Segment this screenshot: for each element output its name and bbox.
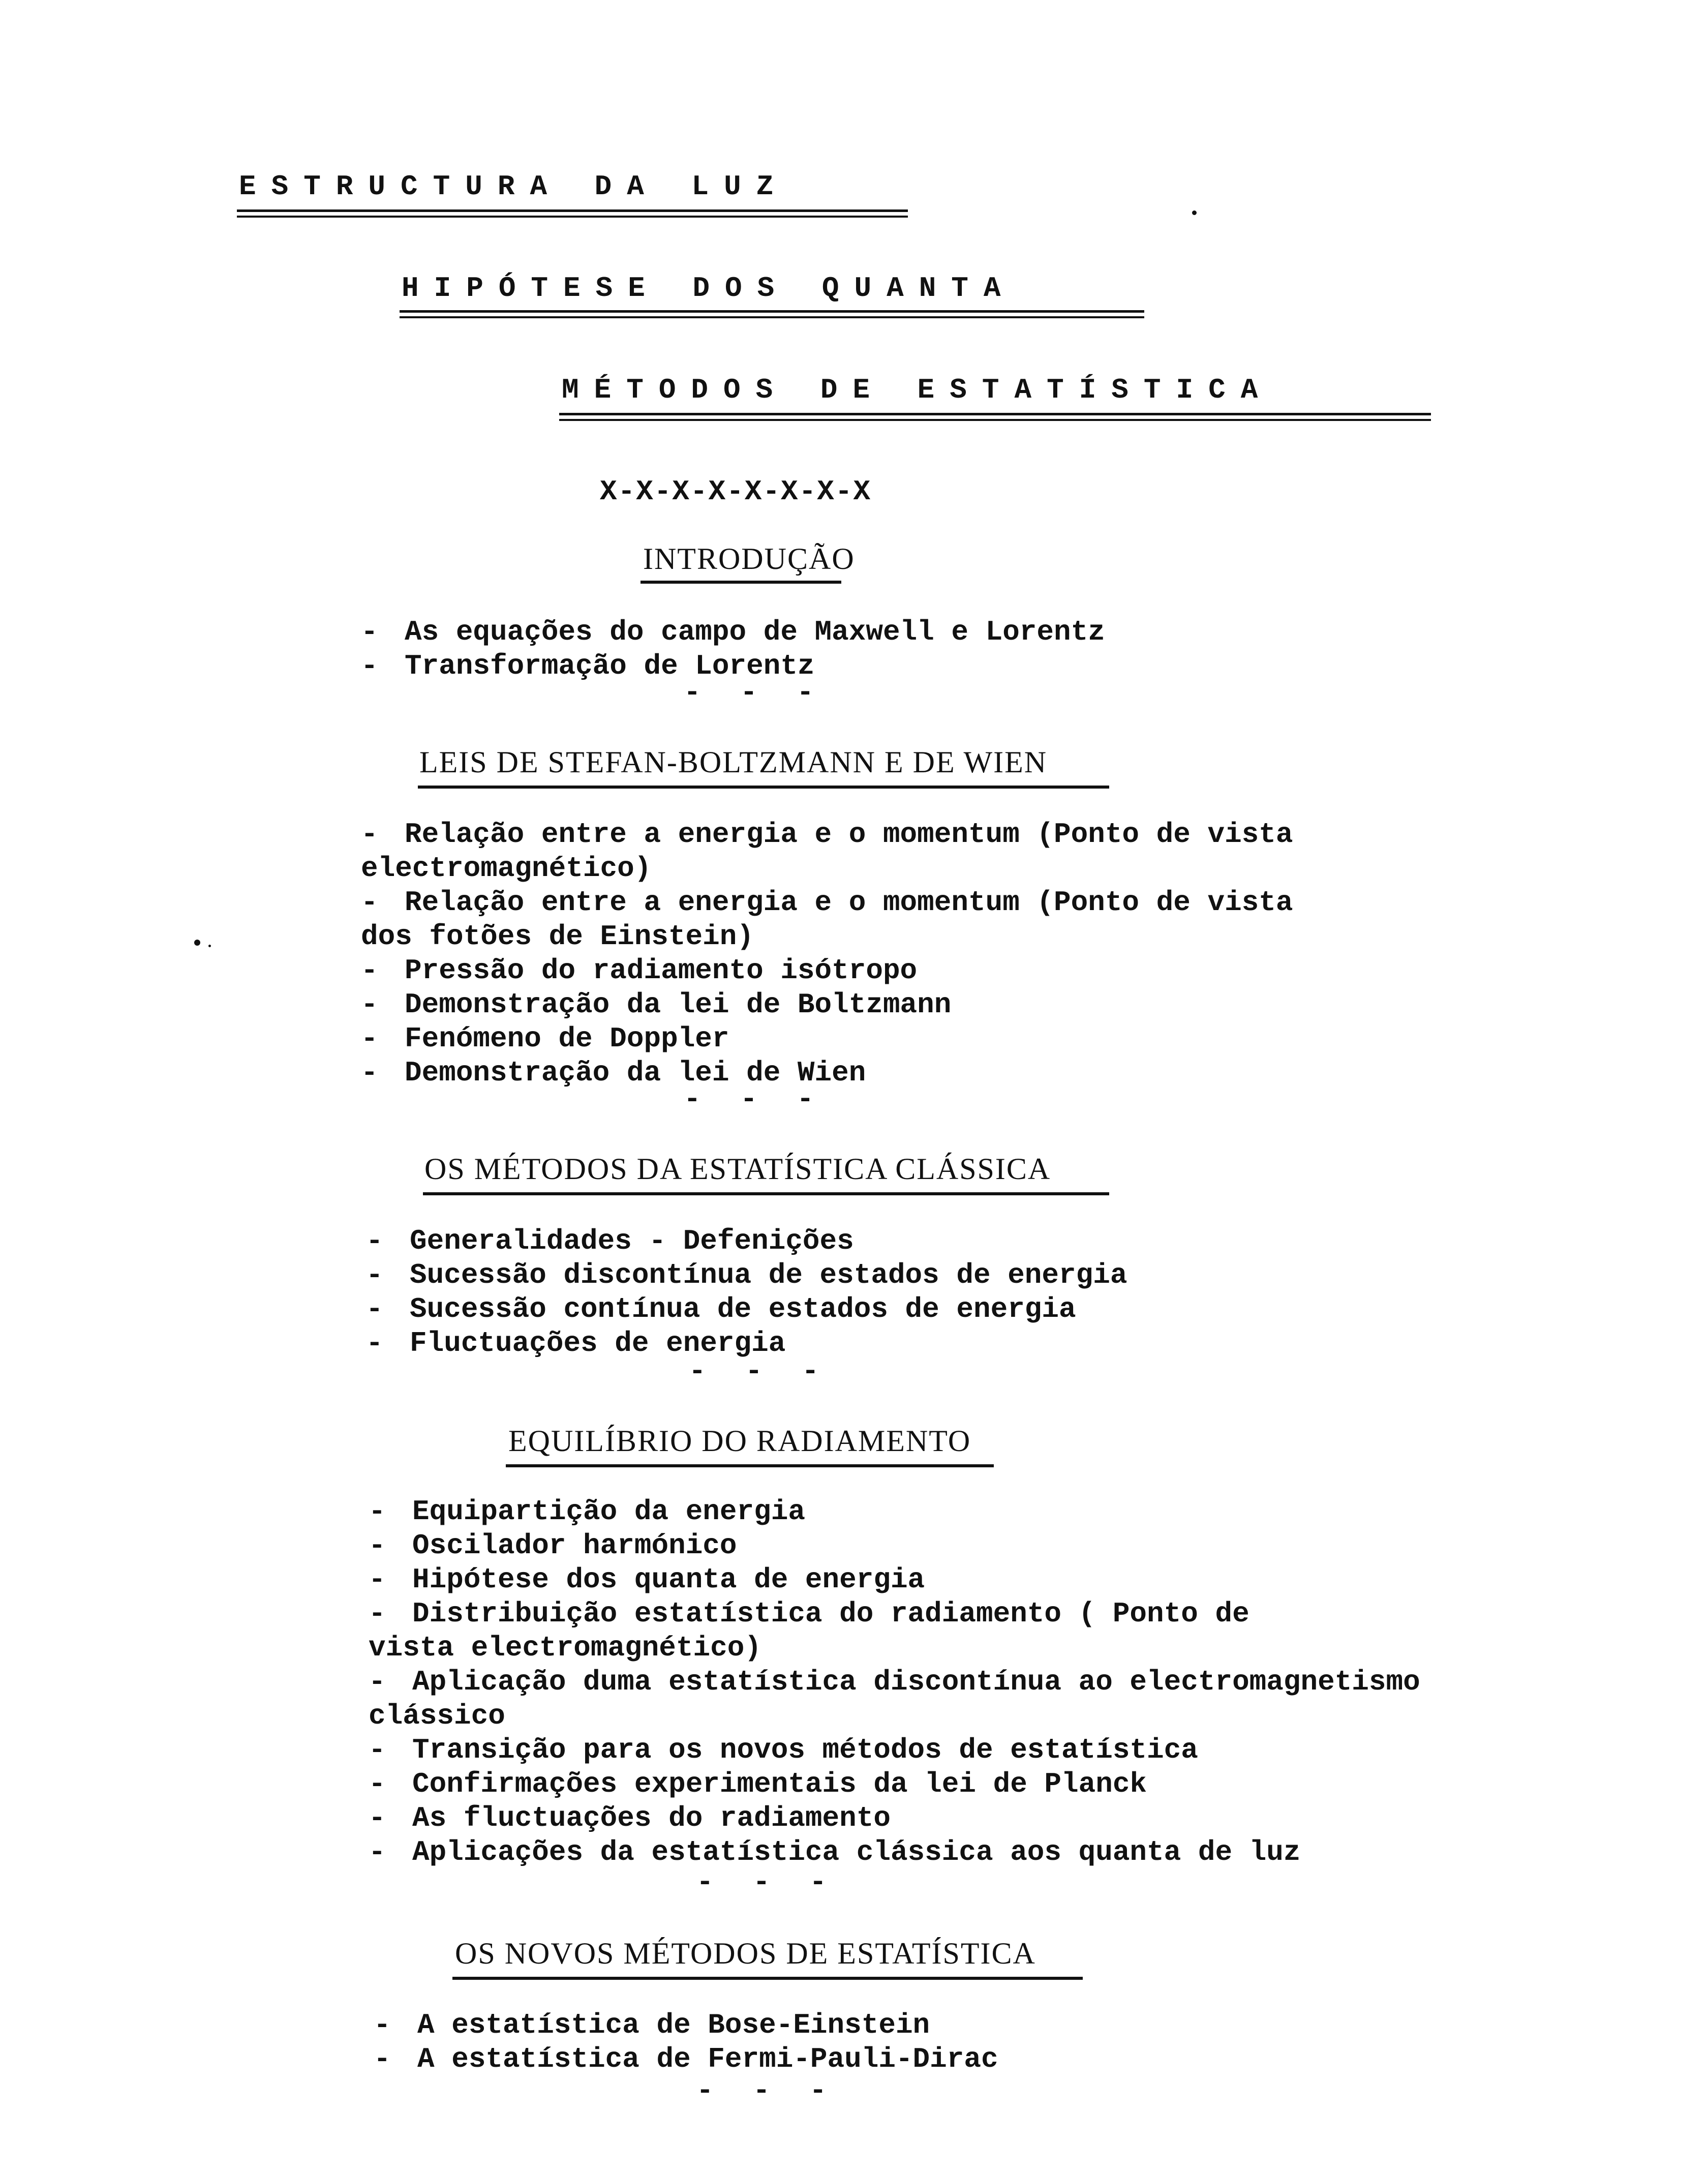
section-heading: INTRODUÇÃO [643,542,855,576]
list-item: - Hipótese dos quanta de energia [369,1563,925,1596]
section-heading: LEIS DE STEFAN-BOLTZMANN E DE WIEN [419,745,1048,779]
section-item-list [369,1495,1420,1869]
title-line-3-underline [559,413,1431,415]
list-item: - Fenómeno de Doppler [361,1022,729,1055]
list-item: - Generalidades - Defenições [366,1225,854,1257]
list-item: - Confirmações experimentais da lei de Planck [369,1768,1147,1800]
scan-speck [208,945,211,947]
ellipsis-divider: - - - [696,2074,838,2107]
list-item: - Pressão do radiamento isótropo [361,954,918,987]
ellipsis-divider: - - - [689,1355,831,1387]
section-item-list [361,818,1293,1090]
list-item: - Relação entre a energia e o momentum (Ponto de vista dos fotões de Einstein) [361,886,1293,953]
section-item-list [374,2008,998,2076]
list-item: - Fluctuações de energia [366,1327,786,1360]
list-item: - Demonstração da lei de Boltzmann [361,988,952,1021]
title-line-2: HIPÓTESE DOS QUANTA [402,272,1016,305]
section-heading-underline [423,1192,1109,1195]
list-item: - Sucessão contínua de estados de energia [366,1293,1076,1325]
section-heading: EQUILÍBRIO DO RADIAMENTO [508,1424,971,1458]
list-item: - Transformação de Lorentz [361,650,815,682]
separator-line: X-X-X-X-X-X-X-X [600,475,872,508]
list-item: - Sucessão discontínua de estados de energia [366,1259,1127,1291]
list-item: - As fluctuações do radiamento [369,1802,891,1834]
section-heading-underline [506,1464,994,1467]
list-item: - A estatística de Bose-Einstein [374,2009,930,2041]
section-heading-underline [452,1977,1083,1980]
list-item: - A estatística de Fermi-Pauli-Dirac [374,2043,998,2075]
section-heading: OS MÉTODOS DA ESTATÍSTICA CLÁSSICA [424,1152,1051,1186]
title-line-1: ESTRUCTURA DA LUZ [239,170,789,203]
list-item: - Oscilador harmónico [369,1529,737,1562]
list-item: - Relação entre a energia e o momentum (Ponto de vista electromagnético) [361,818,1293,885]
ellipsis-divider: - - - [684,676,826,709]
list-item: - Distribuição estatística do radiamento ( Ponto de vista electromagnético) [369,1597,1249,1664]
section-item-list [361,615,1105,683]
title-line-3-underline-2 [559,419,1431,421]
list-item: - Aplicação duma estatística discontínua ao electromagnetismo clássico [369,1666,1420,1732]
list-item: - Transição para os novos métodos de estatística [369,1734,1198,1766]
section-heading-underline [418,786,1109,789]
scan-speck [194,940,200,946]
title-line-1-underline [237,209,908,212]
title-line-2-underline [400,310,1144,313]
title-line-1-underline-2 [237,216,908,218]
ellipsis-divider: - - - [684,1083,826,1115]
scan-speck [1192,210,1197,215]
title-line-2-underline-2 [400,316,1144,318]
ellipsis-divider: - - - [696,1866,838,1898]
title-line-3: MÉTODOS DE ESTATÍSTICA [562,374,1273,406]
list-item: - As equações do campo de Maxwell e Lorentz [361,616,1105,648]
list-item: - Demonstração da lei de Wien [361,1057,866,1089]
list-item: - Equipartição da energia [369,1495,805,1528]
list-item: - Aplicações da estatística clássica aos quanta de luz [369,1836,1301,1868]
section-heading: OS NOVOS MÉTODOS DE ESTATÍSTICA [455,1937,1036,1970]
section-item-list [366,1224,1127,1361]
section-heading-underline [640,581,841,584]
